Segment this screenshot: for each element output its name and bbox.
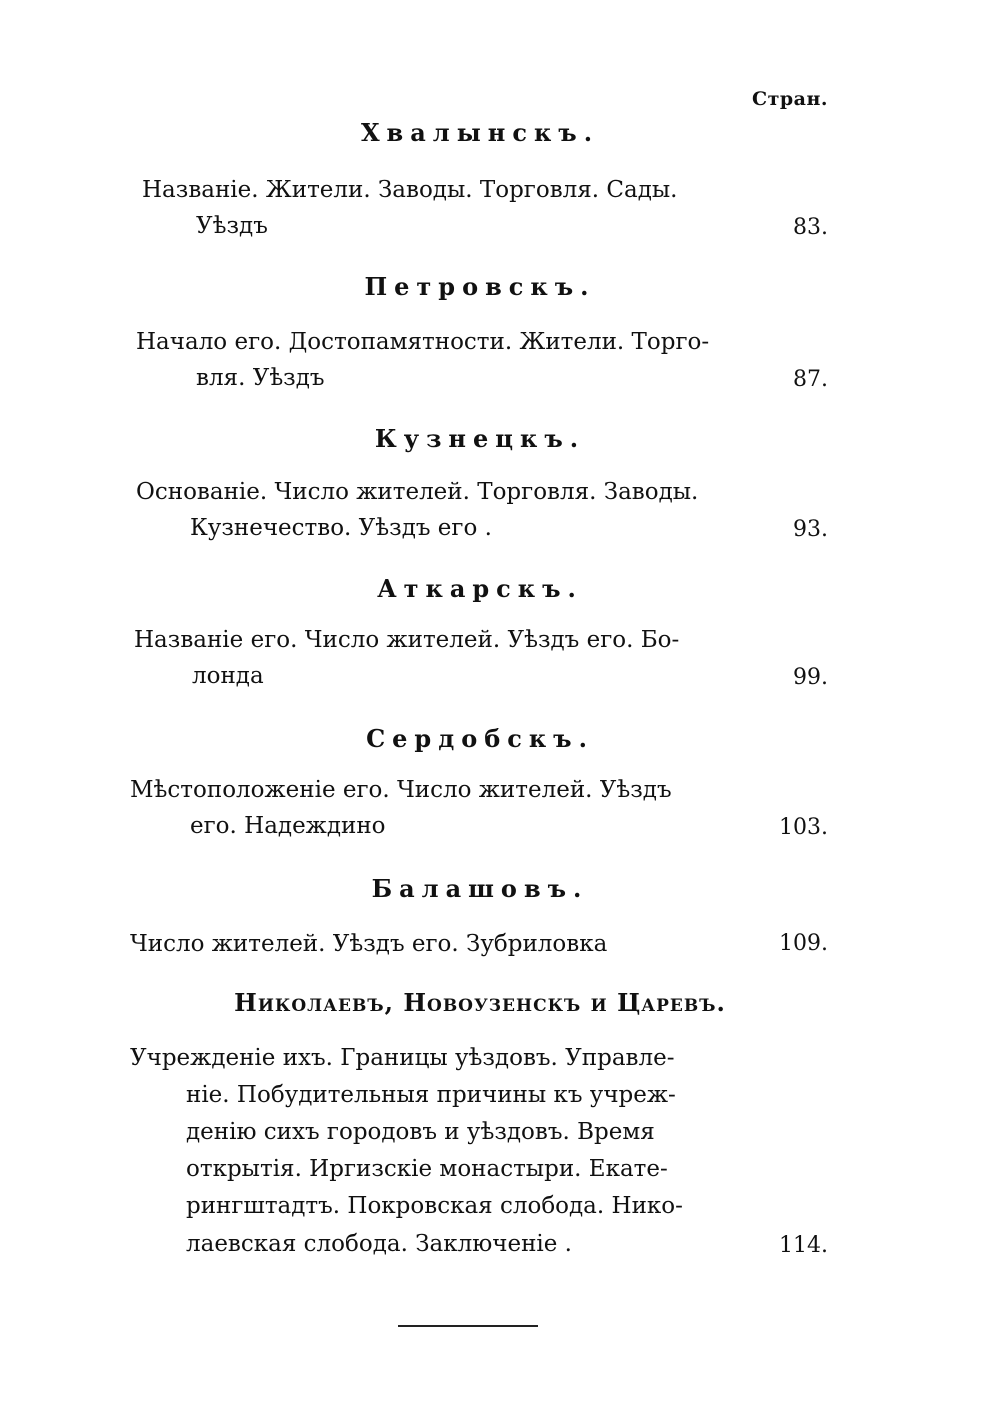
entry-line: рингштадтъ. Покровская слобода. Нико-	[186, 1193, 683, 1219]
entry-line: лаевская слобода. Заключеніе .	[186, 1231, 572, 1257]
entry-line: Основаніе. Число жителей. Торговля. Заводы.	[136, 479, 699, 505]
entry-line: ніе. Побудительныя причины къ учреж-	[186, 1082, 676, 1108]
entry-line: Кузнечество. Уѣздъ его .	[190, 515, 492, 541]
page-number: 103.	[779, 815, 828, 840]
page-number: 114.	[779, 1233, 828, 1258]
section-title-serdobsk: Сердобскъ.	[366, 724, 594, 753]
entry-line: Мѣстоположеніе его. Число жителей. Уѣздъ	[130, 777, 672, 803]
entry-line: Число жителей. Уѣздъ его. Зубриловка	[130, 931, 608, 957]
entry-line: лонда	[192, 663, 264, 689]
section-title-kuznetsk: Кузнецкъ.	[374, 424, 586, 453]
page-number: 83.	[793, 215, 828, 240]
entry-line: его. Надеждино	[190, 813, 386, 839]
section-title-petrovsk: Петровскъ.	[364, 272, 596, 301]
section-title-khvalynsk: Хвалынскъ.	[360, 118, 600, 147]
entry-line: открытія. Иргизскіе монастыри. Екате-	[186, 1156, 668, 1182]
page-number: 87.	[793, 367, 828, 392]
entry-line: Названіе его. Число жителей. Уѣздъ его. Бо-	[134, 627, 680, 653]
entry-line: Учрежденіе ихъ. Границы уѣздовъ. Управле-	[130, 1045, 675, 1071]
entry-line: вля. Уѣздъ	[196, 365, 325, 391]
section-title-balashov: Балашовъ.	[371, 874, 589, 903]
section-title-nikolaev: Николаевъ, Новоузенскъ и Царевъ.	[234, 988, 726, 1017]
page-column-label: Стрaн.	[751, 88, 828, 110]
page-number: 99.	[793, 665, 828, 690]
section-title-atkarsk: Аткарскъ.	[377, 574, 583, 603]
page-number: 109.	[779, 931, 828, 956]
page-number: 93.	[793, 517, 828, 542]
entry-line: денію сихъ городовъ и уѣздовъ. Время	[186, 1119, 655, 1145]
closing-rule	[398, 1325, 538, 1327]
entry-line: Уѣздъ	[196, 213, 268, 239]
entry-line: Названіе. Жители. Заводы. Торговля. Сады.	[142, 177, 678, 203]
entry-line: Начало его. Достопамятности. Жители. Торго-	[136, 329, 710, 355]
